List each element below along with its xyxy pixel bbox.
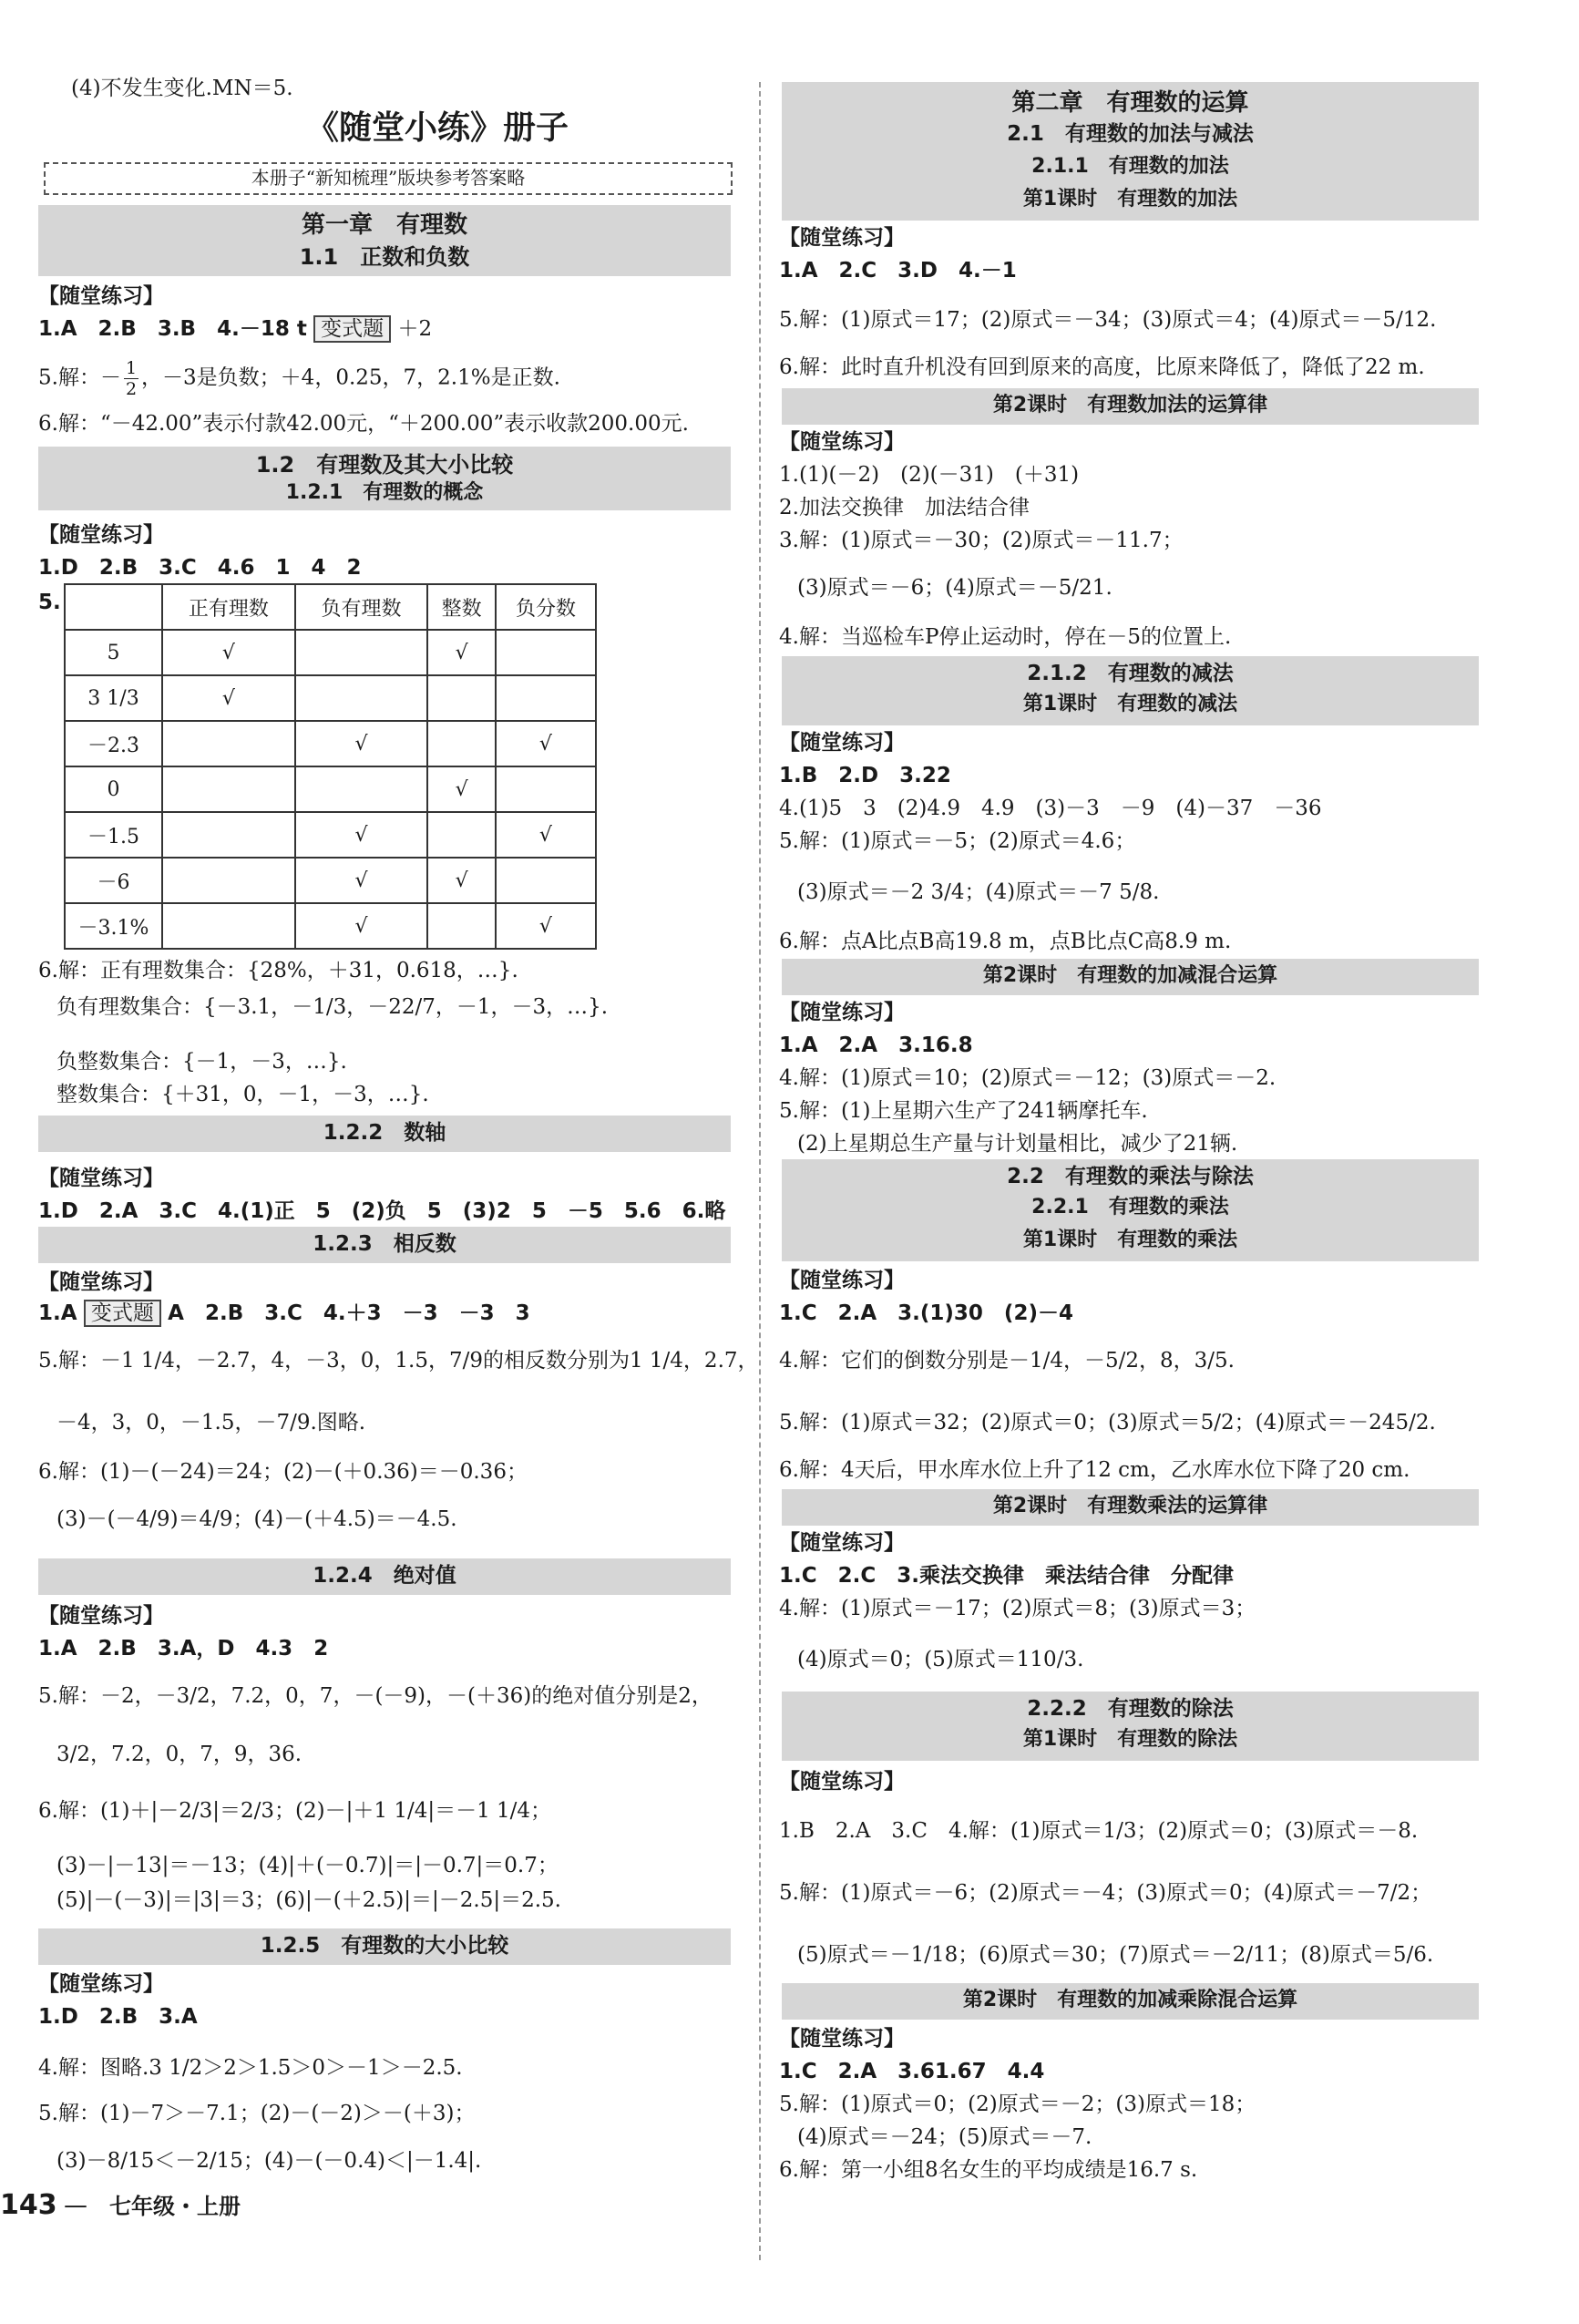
check-cell [162,766,295,812]
answer-line: 5.解：(1)原式＝0；(2)原式＝－2；(3)原式＝18； [779,2093,1256,2116]
answer-line: (3)原式＝－2 3/4；(4)原式＝－7 5/8. [797,880,1160,904]
answer-line: (4)原式＝0；(5)原式＝110/3. [797,1648,1084,1671]
row-label: －1.5 [65,812,162,858]
answer-line: 5.解：(1)原式＝32；(2)原式＝0；(3)原式＝5/2；(4)原式＝－245/2. [779,1411,1436,1435]
section-1-2-1: 1.2.1 有理数的概念 [285,481,484,504]
answer-line: 1.B 2.A 3.C 4.解：(1)原式＝1/3；(2)原式＝0；(3)原式＝－8. [779,1819,1419,1843]
check-cell: √ [162,630,295,675]
check-cell [427,903,495,949]
row-label: 0 [65,766,162,812]
table-row [65,721,596,766]
check-cell: √ [496,812,596,858]
check-cell: √ [295,903,428,949]
answer-line: 5.解：－ $\frac{1}{2}$ ，－3是负数；＋4，0.25，7，2.1%是正数. [38,358,560,399]
answer-line: (5)原式＝－1/18；(6)原式＝30；(7)原式＝－2/11；(8)原式＝5/6. [797,1943,1434,1967]
check-cell: √ [162,675,295,721]
table-row [65,858,596,903]
answer-line: 4.解：(1)原式＝10；(2)原式＝－12；(3)原式＝－2. [779,1066,1277,1090]
practice-heading: 【随堂练习】 [779,731,905,755]
classification-table [64,583,597,950]
check-cell: √ [496,903,596,949]
practice-heading: 【随堂练习】 [38,1270,164,1294]
answer-line: 6.解：第一小组8名女生的平均成绩是16.7 s. [779,2158,1198,2182]
chapter1-title: 第一章 有理数 [301,211,467,239]
section-2-2-2: 2.2.2 有理数的除法 [1027,1697,1234,1721]
check-cell [427,812,495,858]
answer-line: 5.解：－1 1/4，－2.7，4，－3，0，1.5，7/9的相反数分别为1 1/4，2.7， [38,1349,759,1373]
row-label: 5 [65,630,162,675]
booklet-title: 《随堂小练》册子 [305,109,569,147]
booklet-note: 本册子“新知梳理”版块参考答案略 [251,167,526,189]
answer-line: 1.A 2.A 3.16.8 [779,1033,973,1057]
practice-heading: 【随堂练习】 [38,523,164,547]
practice-heading: 【随堂练习】 [779,1770,905,1794]
footer-dash: — [64,2192,87,2219]
answer-line: 1.A 变式题 A 2.B 3.C 4.＋3 －3 －3 3 [38,1301,530,1325]
answer-line: 3.解：(1)原式＝－30；(2)原式＝－11.7； [779,529,1184,552]
answer-line: 6.解：点A比点B高19.8 m，点B比点C高8.9 m. [779,930,1232,953]
table-row [65,675,596,721]
check-cell: √ [295,812,428,858]
answer-line: 5.解：－2，－3/2，7.2，0，7，－(－9)，－(＋36)的绝对值分别是2， [38,1684,713,1708]
section-2-2: 2.2 有理数的乘法与除法 [1007,1165,1254,1188]
answer-line: 1.D 2.B 3.A [38,2005,198,2029]
practice-heading: 【随堂练习】 [38,1604,164,1628]
table-header: 整数 [427,584,495,630]
check-cell [496,766,596,812]
answer-line: (4)原式＝－24；(5)原式＝－7. [797,2125,1092,2149]
answer-line: 1.C 2.C 3.乘法交换律 乘法结合律 分配律 [779,1564,1234,1588]
answer-line: 6.解：(1)－(－24)＝24；(2)－(＋0.36)＝－0.36； [38,1460,528,1484]
answer-line: 6.解：(1)＋|－2/3|＝2/3；(2)－|＋1 1/4|＝－1 1/4； [38,1799,552,1823]
answer-line: 6.解：4天后，甲水库水位上升了12 cm，乙水库水位下降了20 cm. [779,1458,1410,1482]
answer-line: (3)原式＝－6；(4)原式＝－5/21. [797,576,1112,600]
practice-heading: 【随堂练习】 [779,226,905,250]
answer-line: 1.A 2.B 3.B 4.－18 t 变式题 ＋2 [38,317,433,341]
section-1-2: 1.2 有理数及其大小比较 [255,452,514,478]
table-header: 负有理数 [295,584,428,630]
section-1-1: 1.1 正数和负数 [299,244,470,270]
answer-line: (3)－|－13|＝－13；(4)|＋(－0.7)|＝|－0.7|＝0.7； [56,1854,559,1877]
practice-heading: 【随堂练习】 [779,1001,905,1024]
answer-line: 3/2，7.2，0，7，9，36. [56,1743,302,1766]
practice-heading: 【随堂练习】 [779,1269,905,1292]
check-cell [295,766,428,812]
check-cell: √ [295,721,428,766]
answer-line: 1.D 2.A 3.C 4.(1)正 5 (2)负 5 (3)2 5 －5 5.6 6.略 [38,1199,726,1223]
page-number: 143 [0,2189,57,2221]
table-row [65,903,596,949]
section-2-1: 2.1 有理数的加法与减法 [1007,122,1254,146]
answer-line: (3)－(－4/9)＝4/9；(4)－(＋4.5)＝－4.5. [56,1507,457,1531]
answer-line: 5.解：(1)原式＝－5；(2)原式＝4.6； [779,829,1136,853]
check-cell: √ [427,858,495,903]
lesson-title: 第1课时 有理数的乘法 [1022,1229,1238,1251]
check-cell [427,675,495,721]
section-1-2-5: 1.2.5 有理数的大小比较 [260,1934,509,1958]
carryover-answer: (4)不发生变化.MN＝5. [71,77,293,100]
answer-line: (5)|－(－3)|＝|3|＝3；(6)|－(＋2.5)|＝|－2.5|＝2.5. [56,1888,561,1912]
check-cell [162,858,295,903]
check-cell [162,903,295,949]
answer-line: 4.解：它们的倒数分别是－1/4，－5/2，8，3/5. [779,1349,1235,1373]
practice-heading: 【随堂练习】 [38,1972,164,1996]
lesson-title: 第1课时 有理数的除法 [1022,1728,1238,1751]
check-cell: √ [427,630,495,675]
answer-line: 负整数集合：{－1，－3，…}. [56,1050,347,1074]
variant-badge: 变式题 [84,1300,161,1327]
answer-line: (3)－8/15＜－2/15；(4)－(－0.4)＜|－1.4|. [56,2149,482,2173]
answer-line: 4.解：图略.3 1/2＞2＞1.5＞0＞－1＞－2.5. [38,2056,463,2080]
answer-line: 5.解：(1)原式＝－6；(2)原式＝－4；(3)原式＝0；(4)原式＝－7/2； [779,1881,1432,1905]
section-1-2-2: 1.2.2 数轴 [323,1121,446,1145]
lesson-title: 第2课时 有理数的加减混合运算 [982,964,1278,987]
table-row [65,812,596,858]
check-cell: √ [427,766,495,812]
check-cell [496,630,596,675]
check-cell [496,858,596,903]
table-header: 正有理数 [162,584,295,630]
row-label: －3.1% [65,903,162,949]
table-header: 负分数 [496,584,596,630]
footer-grade: 七年级・上册 [109,2194,241,2219]
answer-line: 5.解：(1)上星期六生产了241辆摩托车. [779,1099,1148,1123]
check-cell [162,721,295,766]
lesson-title: 第2课时 有理数的加减乘除混合运算 [962,1989,1298,2011]
row-label: －6 [65,858,162,903]
check-cell: √ [295,858,428,903]
answer-line: 4.(1)5 3 (2)4.9 4.9 (3)－3 －9 (4)－37 －36 [779,797,1322,820]
answer-line: (2)上星期总生产量与计划量相比，减少了21辆. [797,1132,1238,1156]
check-cell: √ [496,721,596,766]
answer-line: 2.加法交换律 加法结合律 [779,496,1030,519]
check-cell [162,812,295,858]
lesson-title: 第2课时 有理数乘法的运算律 [992,1495,1268,1517]
table-row [65,630,596,675]
answer-line: 负有理数集合：{－3.1，－1/3，－22/7，－1，－3，…}. [56,995,609,1019]
practice-heading: 【随堂练习】 [779,2027,905,2051]
section-2-1-1: 2.1.1 有理数的加法 [1031,155,1229,178]
row-label: 3 1/3 [65,675,162,721]
answer-line: 1.(1)(－2) (2)(－31) (＋31) [779,463,1080,487]
practice-heading: 【随堂练习】 [779,1531,905,1555]
answer-line: 1.A 2.C 3.D 4.－1 [779,259,1017,283]
section-1-2-3: 1.2.3 相反数 [313,1232,456,1256]
answer-line: 1.C 2.A 3.(1)30 (2)－4 [779,1301,1073,1325]
answer-line: 4.解：当巡检车P停止运动时，停在－5的位置上. [779,625,1232,649]
answer-line: 1.D 2.B 3.C 4.6 1 4 2 [38,556,362,580]
answer-line: 5.解：(1)原式＝17；(2)原式＝－34；(3)原式＝4；(4)原式＝－5/12. [779,308,1437,332]
practice-heading: 【随堂练习】 [38,1167,164,1190]
answer-line: 1.B 2.D 3.22 [779,764,951,787]
check-cell [427,721,495,766]
practice-heading: 【随堂练习】 [779,430,905,454]
answer-line: 6.解：此时直升机没有回到原来的高度，比原来降低了，降低了22 m. [779,355,1425,379]
practice-heading: 【随堂练习】 [38,284,164,308]
check-cell [295,630,428,675]
section-2-2-1: 2.2.1 有理数的乘法 [1031,1196,1229,1219]
answer-line: 1.C 2.A 3.61.67 4.4 [779,2060,1045,2083]
check-cell [496,675,596,721]
answer-line: 整数集合：{＋31，0，－1，－3，…}. [56,1083,429,1106]
answer-line: 1.A 2.B 3.A，D 4.3 2 [38,1637,329,1661]
section-1-2-4: 1.2.4 绝对值 [313,1564,456,1588]
row-label: －2.3̇ [65,721,162,766]
section-2-1-2: 2.1.2 有理数的减法 [1027,662,1234,685]
question-number: 5. [38,591,61,614]
chapter2-title: 第二章 有理数的运算 [1011,89,1249,117]
answer-line: 5.解：(1)－7＞－7.1；(2)－(－2)＞－(＋3)； [38,2102,476,2125]
check-cell [295,675,428,721]
answer-line: 6.解：“－42.00”表示付款42.00元，“＋200.00”表示收款200.00元. [38,412,689,436]
variant-badge: 变式题 [313,315,391,343]
answer-line: －4，3，0，－1.5，－7/9.图略. [56,1411,366,1435]
table-row [65,766,596,812]
answer-line: 6.解：正有理数集合：{28%，＋31，0.618，…}. [38,959,518,982]
lesson-title: 第2课时 有理数加法的运算律 [992,394,1268,416]
answer-line: 4.解：(1)原式＝－17；(2)原式＝8；(3)原式＝3； [779,1597,1256,1620]
lesson-title: 第1课时 有理数的减法 [1022,693,1238,715]
lesson-title: 第1课时 有理数的加法 [1022,188,1238,211]
